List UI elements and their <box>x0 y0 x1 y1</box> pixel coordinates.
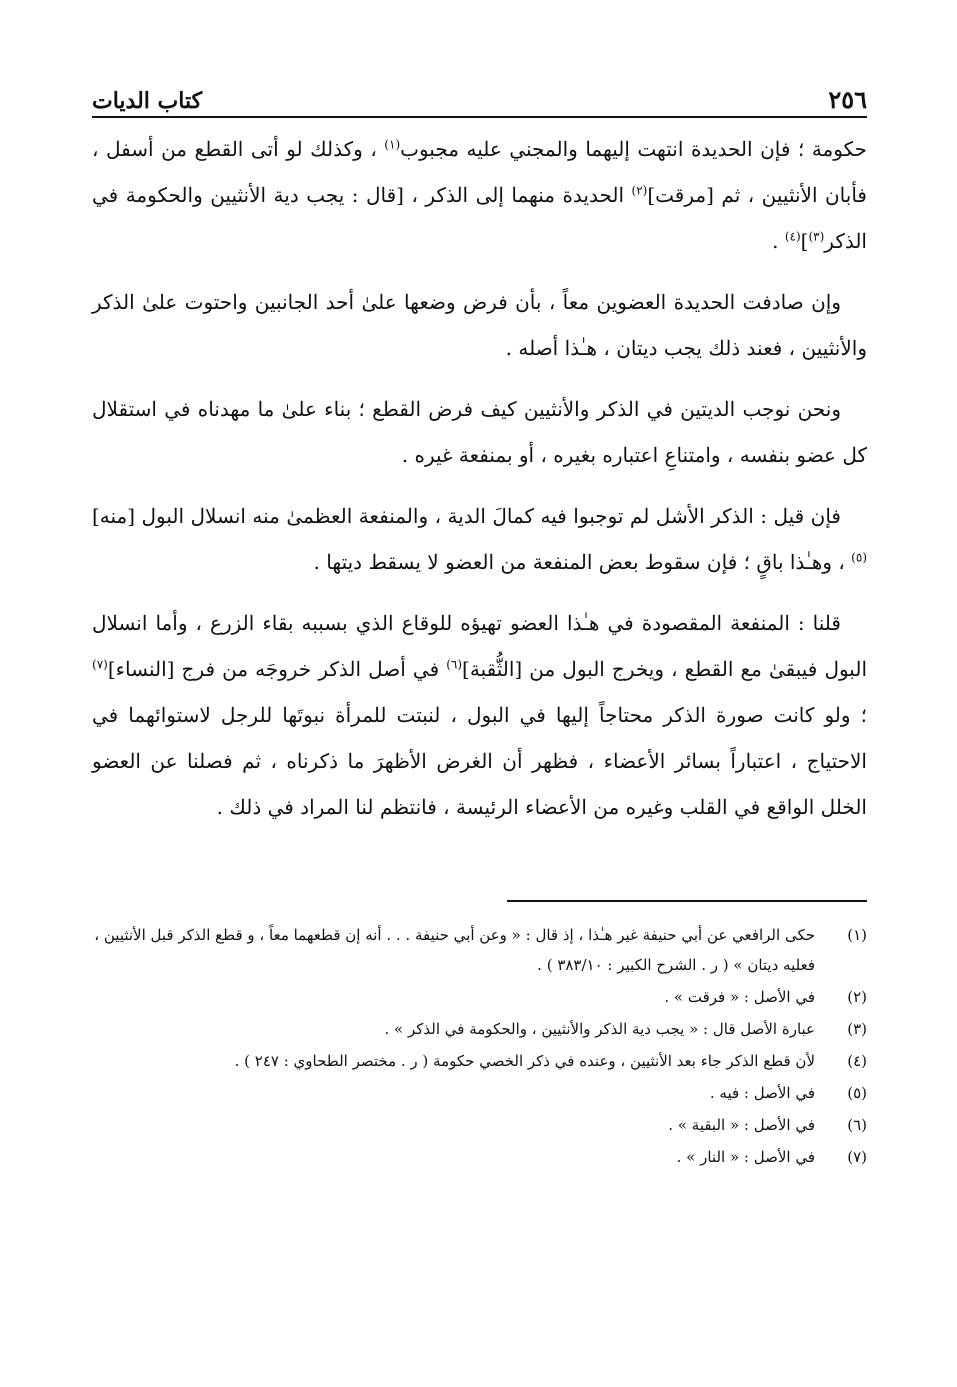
footnote-marker: (٧) <box>92 657 108 672</box>
footnote-text: في الأصل : فيه . <box>709 1084 815 1102</box>
text-run: في أصل الذكر خروجَه من فرج [النساء] <box>107 657 447 681</box>
footnote-marker: (٢) <box>631 183 648 198</box>
footnotes-list <box>92 920 867 1172</box>
footnote-item <box>92 920 867 980</box>
footnote-item <box>92 1046 867 1076</box>
paragraph <box>92 126 867 264</box>
footnote-number: (١) <box>847 926 867 944</box>
footnote-item <box>92 1142 867 1172</box>
body-text <box>92 126 867 830</box>
footnote-text: عبارة الأصل قال : « يجب دية الذكر والأنثيين ، والحكومة في الذكر » . <box>384 1020 815 1038</box>
text-run: حكومة ؛ فإن الحديدة انتهت إليهما والمجني عليه مجبوب <box>400 137 867 161</box>
footnote-number: (٣) <box>847 1020 867 1038</box>
text-run: ، وهـٰذا باقٍ ؛ فإن سقوط بعض المنفعة من العضو لا يسقط ديتها . <box>313 550 852 574</box>
footnote-item <box>92 1078 867 1108</box>
text-run: الحديدة منهما إلى الذكر ، [قال : يجب دية الأنثيين والحكومة في الذكر <box>92 183 867 253</box>
footnote-text: حكى الرافعي عن أبي حنيفة غير هـٰذا ، إذ قال : « وعن أبي حنيفة . . . أنه إن قطعهما معاً ، و قطع الذكر قبل الأنثيين ، فعليه ديتان » ( ر . الشرح الكبير : ٣٨٣/١٠ ) . <box>94 926 815 974</box>
footnote-marker: (١) <box>384 137 401 152</box>
footnote-number: (٥) <box>847 1084 867 1102</box>
page-number: ٢٥٦ <box>828 85 867 114</box>
footnote-text: في الأصل : « النار » . <box>676 1148 815 1166</box>
footnote-number: (٢) <box>847 988 867 1006</box>
book-page <box>92 72 867 1362</box>
text-run: ، وكذلك لو أتى القطع من أسفل ، فأبان الأنثيين ، ثم [مرقت] <box>92 137 867 207</box>
footnote-text: في الأصل : « البقية » . <box>668 1116 815 1134</box>
footnote-number: (٧) <box>847 1148 867 1166</box>
page-header <box>92 72 867 118</box>
book-title: كتاب الديات <box>92 88 203 114</box>
paragraph <box>92 493 867 585</box>
footnote-marker: (٥) <box>851 550 867 565</box>
footnote-item <box>92 1014 867 1044</box>
footnote-marker: (٣) <box>808 229 825 244</box>
text-run: فإن قيل : الذكر الأشل لم توجبوا فيه كمالَ الدية ، والمنفعة العظمىٰ منه انسلال البول [منه] <box>92 504 841 528</box>
text-run: قلنا : المنفعة المقصودة في هـٰذا العضو تهيؤه للوقاع الذي بسببه بقاء الزرع ، وأما انسلال البول فيبقىٰ مع القطع ، ويخرج البول من [الثُّقبة] <box>92 611 867 681</box>
text-run: ؛ ولو كانت صورة الذكر محتاجاً إليها في البول ، لنبتت للمرأة نبوتَها للرجل لاستوائهما في الاحتياج ، اعتباراً بسائر الأعضاء ، فظهر أن الغرض الأظهرَ ما ذكرناه ، ثم فصلنا عن العضو الخلل الواقع في القلب وغيره من الأعضاء الرئيسة ، فانتظم لنا المراد في ذلك . <box>92 703 867 819</box>
footnote-item <box>92 982 867 1012</box>
footnote-text: في الأصل : « فرقت » . <box>664 988 815 1006</box>
paragraph <box>92 386 867 478</box>
footnote-number: (٦) <box>847 1116 867 1134</box>
paragraph <box>92 279 867 371</box>
footnote-item <box>92 1110 867 1140</box>
footnote-number: (٤) <box>847 1052 867 1070</box>
footnote-marker: (٦) <box>446 657 463 672</box>
text-run: ونحن نوجب الديتين في الذكر والأنثيين كيف فرض القطع ؛ بناء علىٰ ما مهدناه في استقلال كل عضو بنفسه ، وامتناعِ اعتباره بغيره ، أو بمنفعة غيره . <box>92 397 867 467</box>
text-run: . <box>772 229 785 253</box>
paragraph <box>92 600 867 830</box>
text-run: ] <box>800 229 809 253</box>
footnote-marker: (٤) <box>784 229 801 244</box>
footnote-text: لأن قطع الذكر جاء بعد الأنثيين ، وعنده في ذكر الخصي حكومة ( ر . مختصر الطحاوي : ٢٤٧ ) . <box>234 1052 815 1070</box>
text-run: وإن صادفت الحديدة العضوين معاً ، بأن فرض وضعها علىٰ أحد الجانبين واحتوت علىٰ الذكر والأنثيين ، فعند ذلك يجب ديتان ، هـٰذا أصله . <box>92 290 867 360</box>
footnote-separator <box>507 900 867 902</box>
